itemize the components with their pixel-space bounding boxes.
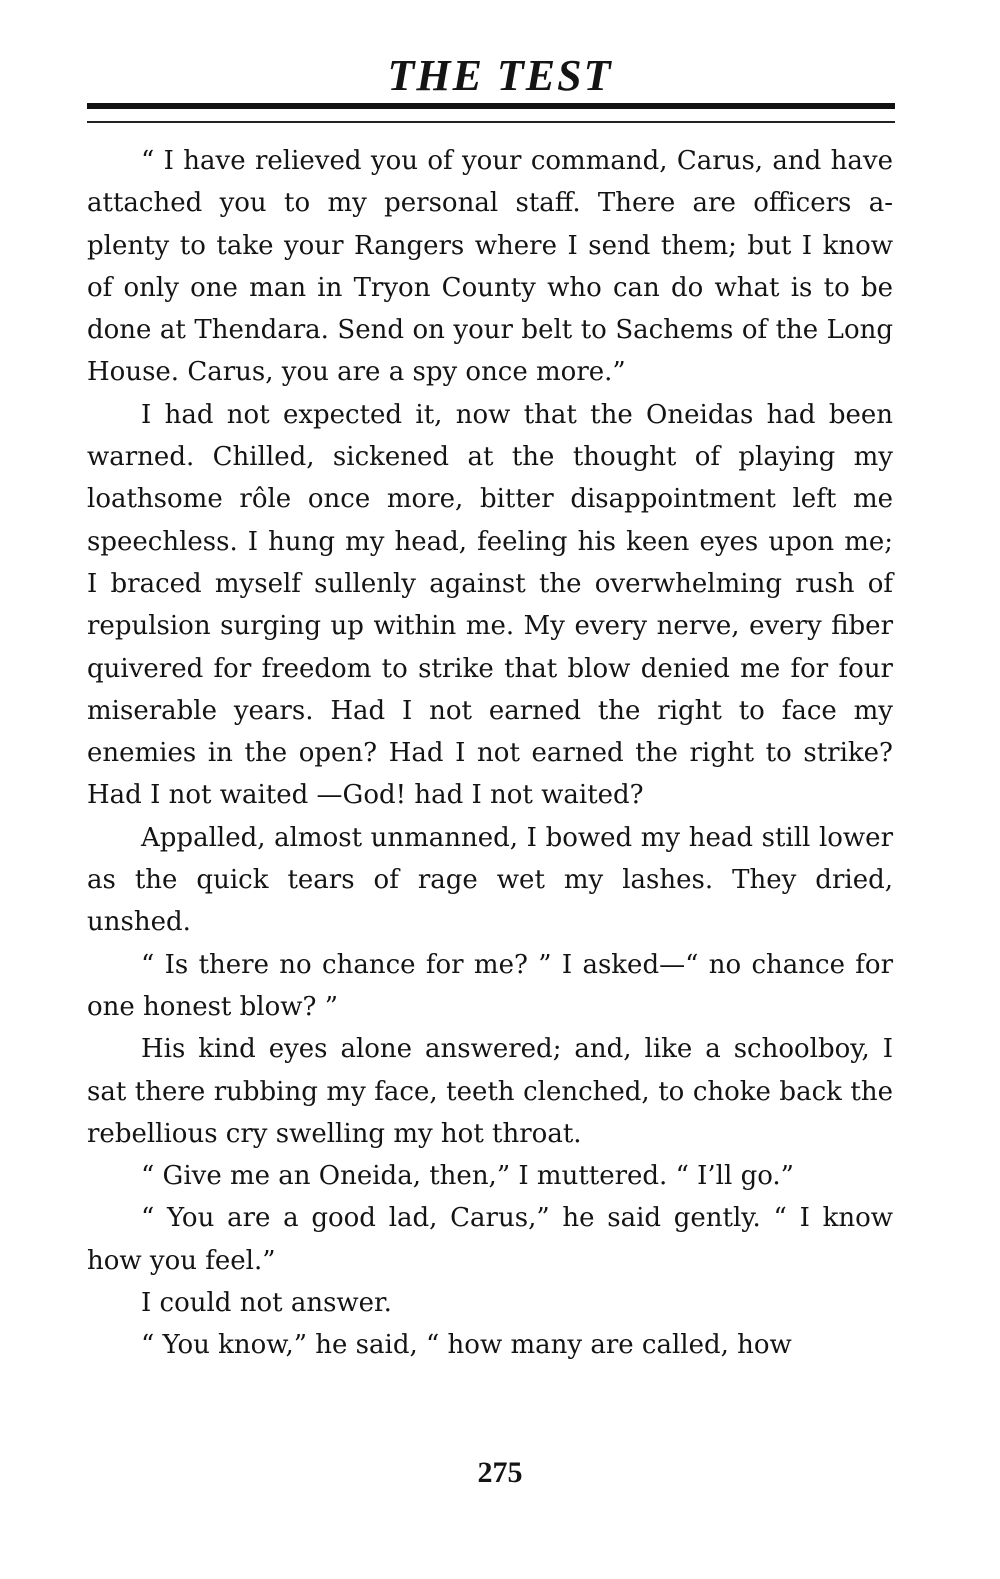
paragraph: “ You know,” he said, “ how many are called, how (141, 1330, 792, 1361)
page-number: 275 (477, 1456, 523, 1489)
header-rule-thick (87, 103, 895, 109)
paragraph: “ Give me an Oneida, then,” I muttered. “ I’ll go.” (141, 1161, 794, 1192)
paragraph: His kind eyes alone answered; and, like a schoolboy, I sat there rubbing my face, teeth clenched, to choke back the rebellious cry swelling my hot throat. (87, 1034, 893, 1149)
running-head: THE TEST (387, 51, 613, 100)
paragraph: I had not expected it, now that the Oneidas had been warned. Chilled, sickened at the thought of playing my loathsome rôle once more, bitter disappointment left me speechless. I hung my head, feeling his keen eyes upon me; I braced myself sullenly against the overwhelming rush of repulsion surging up within me. My every nerve, every fiber quivered for freedom to strike that blow denied me for four miserable years. Had I not earned the right to face my enemies in the open? Had I not earned the right to strike? Had I not waited —God! had I not waited? (87, 399, 893, 811)
paragraph: “ Is there no chance for me? ” I asked—“ no chance for one honest blow? ” (87, 949, 893, 1022)
header-rule-thin (87, 121, 895, 123)
body-text (87, 140, 893, 1367)
paragraph: Appalled, almost unmanned, I bowed my head still lower as the quick tears of rage wet my lashes. They dried, unshed. (87, 822, 893, 938)
paragraph: I could not answer. (141, 1288, 392, 1319)
paragraph: “ You are a good lad, Carus,” he said gently. “ I know how you feel.” (87, 1203, 893, 1276)
paragraph: “ I have relieved you of your command, Carus, and have attached you to my personal staff. There are officers a-plenty to take your Rangers where I send them; but I know of only one man in Tryon County who can do what is to be done at Thendara. Send on your belt to Sachems of the Long House. Carus, you are a spy once more.” (87, 146, 893, 388)
